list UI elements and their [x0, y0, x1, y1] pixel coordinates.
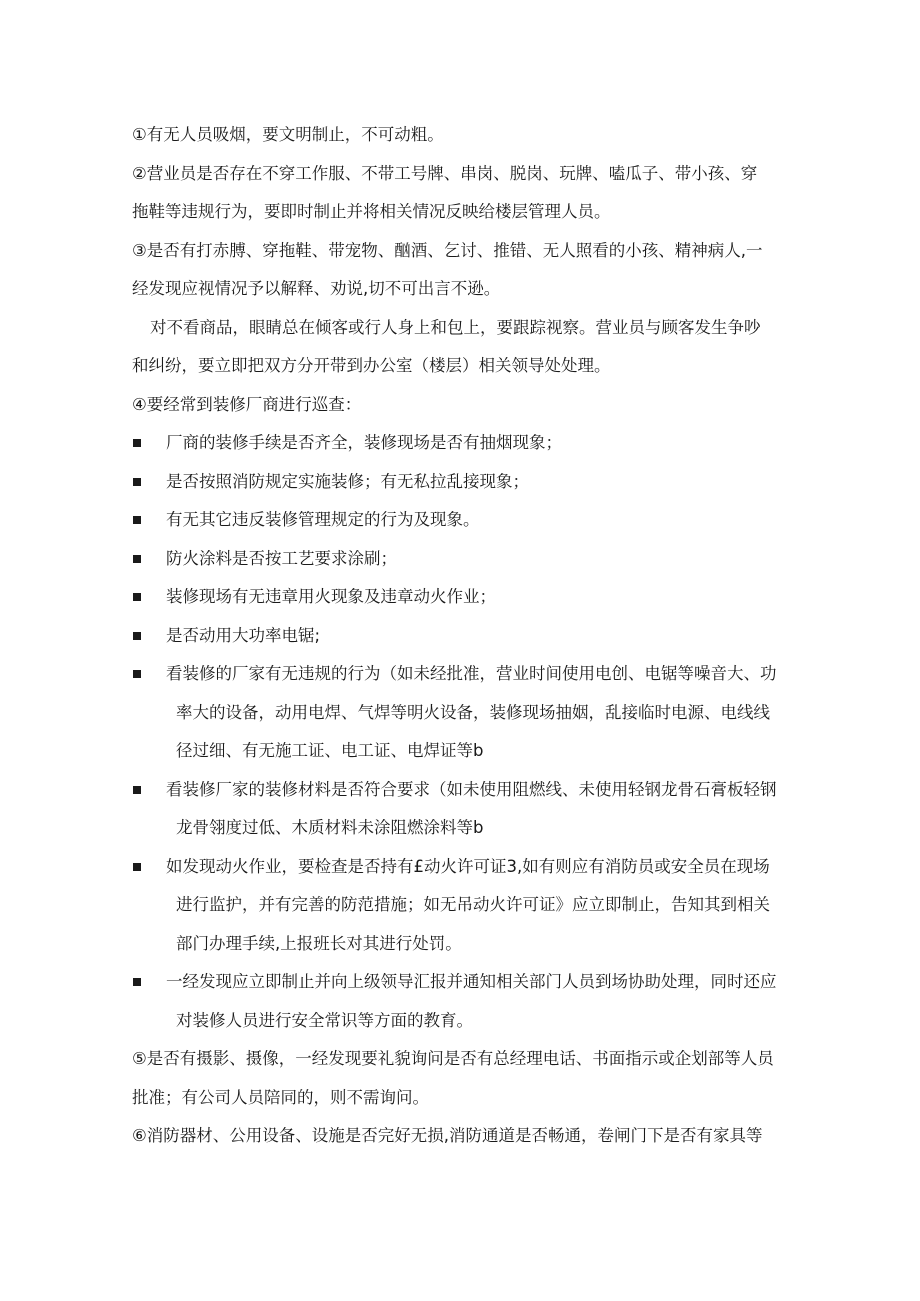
bullet-item	[132, 963, 792, 1040]
bullet-line: 厂商的装修手续是否齐全，装修现场是否有抽烟现象；	[166, 433, 562, 452]
bullet-item	[132, 463, 792, 502]
paragraph-surveillance-line-2: 和纠纷，要立即把双方分开带到办公室（楼层）相关领导处处理。	[132, 356, 611, 375]
bullet-line: 是否动用大功率电锯;	[166, 625, 321, 645]
bullet-square-icon	[133, 555, 141, 563]
bullet-item	[132, 617, 792, 656]
bullet-line: 看装修厂家的装修材料是否符合要求（如未使用阻燃线、未使用轻钢龙骨石膏板轻钢	[166, 779, 777, 799]
paragraph-surveillance-line-1: 对不看商品，眼睛总在倾客或行人身上和包上，要跟踪视察。营业员与顾客发生争吵	[150, 317, 761, 337]
paragraph-inspection-heading: ④要经常到装修厂商进行巡查：	[132, 394, 362, 414]
bullet-line: 一经发现应立即制止并向上级领导汇报并通知相关部门人员到场协助处理，同时还应	[166, 972, 777, 991]
bullet-line: 是否按照消防规定实施装修；有无私拉乱接现象；	[166, 471, 529, 491]
bullet-line: 对装修人员进行安全常识等方面的教育。	[176, 1010, 473, 1030]
bullet-line: 龙骨翎度过低、木质材料未涂阻燃涂料等b	[176, 818, 484, 837]
bullet-square-icon	[133, 670, 141, 678]
bullet-line: 防火涂料是否按工艺要求涂刷；	[166, 548, 397, 568]
bullet-square-icon	[133, 786, 141, 794]
bullet-line: 率大的设备，动用电焊、气焊等明火设备，装修现场抽姻，乱接临时电源、电线线	[176, 702, 770, 722]
document-body	[132, 116, 792, 1156]
paragraph-visitors-line-1: ③是否有打赤膊、穿拖鞋、带宠物、酗酒、乞讨、推错、无人照看的小孩、精神病人,一	[132, 240, 763, 260]
bullet-square-icon	[133, 439, 141, 447]
bullet-square-icon	[133, 632, 141, 640]
paragraph-photography-line-2: 批准；有公司人员陪同的，则不需询问。	[132, 1087, 429, 1107]
paragraph-visitors-line-2: 经发现应视情况予以解释、劝说,切不可出言不逊。	[132, 279, 501, 298]
bullet-item	[132, 424, 792, 463]
bullet-square-icon	[133, 593, 141, 601]
paragraph-staff-line-2: 拖鞋等违规行为，要即时制止并将相关情况反映给楼层管理人员。	[132, 202, 611, 221]
paragraph-photography-line-1: ⑤是否有摄影、摄像，一经发现要礼貌询问是否有总经理电话、书面指示或企划部等人员	[132, 1049, 774, 1068]
bullet-item	[132, 655, 792, 771]
paragraph-fire-equipment: ⑥消防器材、公用设备、设施是否完好无损,消防通道是否畅通，卷闸门下是否有家具等	[132, 1126, 763, 1145]
bullet-line: 进行监护，并有完善的防范措施；如无吊动火许可证》应立即制止，告知其到相关	[176, 895, 770, 914]
bullet-square-icon	[133, 516, 141, 524]
bullet-square-icon	[133, 478, 141, 486]
bullet-line: 装修现场有无违章用火现象及违章动火作业；	[166, 587, 496, 606]
bullet-item	[132, 540, 792, 579]
bullet-square-icon	[133, 863, 141, 871]
bullet-item	[132, 501, 792, 540]
paragraph-staff-line-1: ②营业员是否存在不穿工作服、不带工号牌、串岗、脱岗、玩牌、嗑瓜子、带小孩、穿	[132, 163, 758, 183]
bullet-line: 部门办理手续,上报班长对其进行处罚。	[176, 933, 462, 953]
bullet-line: 有无其它违反装修管理规定的行为及现象。	[166, 510, 480, 529]
bullet-item	[132, 578, 792, 617]
bullet-item	[132, 771, 792, 848]
bullet-line: 看装修的厂家有无违规的行为（如未经批准，营业时间使用电创、电锯等噪音大、功	[166, 664, 777, 683]
paragraph-smoking: ①有无人员吸烟，要文明制止，不可动粗。	[132, 125, 444, 144]
bullet-square-icon	[133, 978, 141, 986]
bullet-item	[132, 848, 792, 964]
bullet-line: 如发现动火作业，要检查是否持有£动火许可证3,如有则应有消防员或安全员在现场	[166, 856, 770, 876]
bullet-line: 径过细、有无施工证、电工证、电焊证等b	[176, 741, 484, 760]
